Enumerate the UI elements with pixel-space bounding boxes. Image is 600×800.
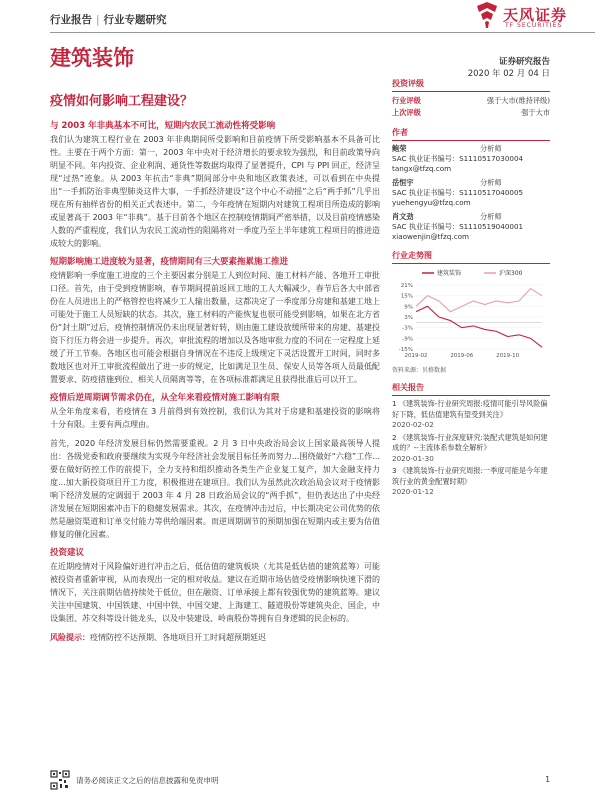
risk-label: 风险提示： xyxy=(50,633,90,642)
authors-title: 作者 xyxy=(392,127,550,141)
related-report-text: 2 《建筑装饰-行业深度研究:装配式建筑是如何建成的？--主流体系参数全解析》 xyxy=(392,432,548,452)
logo-subtext: TF SECURITIES xyxy=(505,22,563,29)
category-separator: | xyxy=(96,14,100,26)
related-report[interactable] xyxy=(392,433,550,465)
industry-rating-value: 强于大市(维持评级) xyxy=(486,96,550,105)
series-line xyxy=(416,306,542,347)
related-title: 相关报告 xyxy=(392,382,550,396)
author-name: 肖文劲 xyxy=(392,212,414,221)
previous-rating-row xyxy=(392,107,550,119)
related-report-date: 2020-01-30 xyxy=(392,453,434,463)
category-right: 行业专题研究 xyxy=(103,14,167,26)
rating-title: 投资评级 xyxy=(392,78,550,92)
logo-text: 天风证券 xyxy=(503,6,568,24)
section-paragraph: 在近期疫情对于风险偏好进行冲击之后，低估值的建筑板块（尤其是低估值的建筑蓝筹）可能被投资者重新审视，从而表现出一定的相对收益。建议在近期市场估值受疫情影响快速下滑的情况下，关注前期估值持续处于低位，但在融资、订单承接上都有较强优势的建筑蓝筹。建议关注中国建筑、中国铁建、中国中铁、中国交建、上海建工、隧道股份等建筑央企、国企，中设集团、苏交科等设计链龙头，以及中装建设、岭南股份等拥有自身逻辑的民企标的。 xyxy=(50,562,380,623)
section-paragraph: 疫情影响一季度施工进度的三个主要因素分别是工人到位时间、施工材料产能、各地开工审批口径。首先，由于受到疫情影响，春节期间提前返回工地的工人大幅减少，春节后各大中部省份在人员进出上的严格管控也将减少工人输出数量，这都决定了一季度部分房建和基建工地上可能处于施工人员短缺的状态。其次，施工材料的产能恢复也很可能受到影响，如果在北方省份“封土期”过后，疫情控制情况仍未出现显著好转，则由施工建设放缓所带来的房建、基建投资下行压力将会进一步提升。再次，审批流程的增加以及各地审批力度的不同在一定程度上延缓了开工节奏。各地区也可能会根据自身情况在不违反上级规定下灵活设置开工时间，同时多数地区也对开工审批流程做出了进一步的规定，比如满足卫生员、保安人员等各项人员最低配置要求、防疫措施到位、相关人员隔离等等，在各项标准都满足且获得批准后可以开工。 xyxy=(50,271,380,384)
legend-label: 建筑装饰 xyxy=(437,270,462,277)
section-paragraph: 从全年角度来看，若疫情在 3 月前得到有效控制，我们认为其对于房建和基建投资的影响将十分有限。主要有两点理由。 xyxy=(50,407,380,429)
trend-title: 行业走势图 xyxy=(392,250,550,264)
chart-source: 资料来源：贝格数据 xyxy=(392,367,447,374)
author-email[interactable]: tangx@tfzq.com xyxy=(392,164,452,173)
report-headline: 疫情如何影响工程建设？ xyxy=(50,94,194,109)
previous-rating-label: 上次评级 xyxy=(392,108,421,117)
y-tick-label: -15% xyxy=(398,347,413,353)
author-role: 分析师 xyxy=(480,144,502,153)
y-tick-label: 15% xyxy=(400,293,413,300)
industry-rating-row xyxy=(392,95,550,107)
risk-text: 疫情防控不达预期、各地项目开工时间超预期延迟 xyxy=(90,633,266,642)
author-sac: SAC 执业证书编号：S1110519040001 xyxy=(392,222,524,231)
related-report-text: 1 《建筑装饰-行业研究周报:疫情可能引导风险偏好下降，低估值建筑有望受到关注》 xyxy=(392,399,548,419)
main-body xyxy=(50,120,380,644)
report-category xyxy=(50,12,167,27)
author-name: 岳恒宇 xyxy=(392,178,414,187)
section-heading: 疫情后逆周期调节需求仍在，从全年来看疫情对施工影响有限 xyxy=(50,393,280,403)
related-report-date: 2020-01-12 xyxy=(392,487,434,496)
x-tick-label: 2019-10 xyxy=(496,353,520,359)
section-paragraph: 我们认为建筑工程行业在 2003 年非典期间所受影响和目前疫情下所受影响基本不具备可比性。主要在于两个方面：第一，2003 年中央对于经济增长的要求较为强烈，和目前政策导向明显不同。年内投资、企业利润、通货性等数据均取得了显著提升，CPI 与 PPI 回正，经济呈现“过热”迹象。从 2003 年抗击“非典”期间部分中央和地区政策表述，可以看到在中央提出“一手抓防治非典型肺炎这件大事，一手抓经济建设”这个中心不动摇”之后“两手抓”几乎出现在所有抽样省份的相关正式表述中。第二，今年疫情在短期内对建筑工程项目所造成的影响或显著高于 2003 年“非典”。基于目前各个地区在控制疫情期间严密举措，以及目前疫情感染人数的严重程度，我们认为农民工流动性的阻隔将对一季度乃至上半年建筑工程项目的推进造成较大的影响。 xyxy=(50,135,380,248)
report-date: 2020 年 02 月 04 日 xyxy=(467,69,550,79)
author-sac: SAC 执业证书编号：S1110517040005 xyxy=(392,188,524,197)
y-tick-label: 21% xyxy=(400,283,413,289)
previous-rating-value: 强于大市 xyxy=(521,108,550,117)
related-report[interactable] xyxy=(392,466,550,498)
category-left: 行业报告 xyxy=(50,14,92,26)
logo-mark-icon xyxy=(475,2,499,28)
author-email[interactable]: xiaowenjin@tfzq.com xyxy=(392,232,469,241)
industry-rating-label: 行业评级 xyxy=(392,96,421,105)
author-card xyxy=(392,212,550,242)
sidebar xyxy=(392,78,550,500)
risk-warning xyxy=(50,631,380,644)
related-report[interactable] xyxy=(392,399,550,431)
author-role: 分析师 xyxy=(480,212,502,221)
company-logo xyxy=(475,2,593,32)
related-report-text: 3 《建筑装饰-行业研究周报:一季度可能是今年建筑行业的黄金配置时期》 xyxy=(392,466,548,486)
trend-chart-svg xyxy=(392,267,550,363)
y-tick-label: 9% xyxy=(404,304,413,311)
x-tick-label: 2019-06 xyxy=(450,353,474,359)
y-tick-label: -9% xyxy=(402,336,413,343)
header-divider xyxy=(50,32,595,33)
series-line xyxy=(416,289,542,312)
footer-disclaimer: 请务必阅读正文之后的信息披露和免责申明 xyxy=(76,776,219,785)
author-card xyxy=(392,178,550,208)
report-title: 建筑装饰 xyxy=(50,46,134,70)
trend-chart xyxy=(392,267,550,363)
section-heading: 短期影响施工进度较为显著，疫情期间有三大要素拖累施工推进 xyxy=(50,257,289,267)
related-report-date: 2020-02-02 xyxy=(392,420,434,429)
section-heading: 与 2003 年非典基本不可比，短期内农民工流动性将受影响 xyxy=(50,121,276,131)
qr-code-icon xyxy=(50,770,70,790)
section-paragraph: 首先，2020 年经济发展目标仍然需要重视。2 月 3 日中央政治局会议上国家最高领导人提出：各级党委和政府要继续为实现今年经济社会发展目标任务而努力...围绕做好“六稳”工作... 要在做好防控工作的前提下，全力支持和组织推动各类生产企业复工复产，加大金融支持力度...加大新投资项目开工力度，积极推进在建项目。我们认为虽然此次政治局会议对于疫情影响下经济发展的定调弱于 2003 年 4 月 28 日政治局会议的“两手抓”，但仍表达出了中央经济发展在短期困素冲击下的稳健发展需求。其次，在疫情冲击过后，中长期决定公司优势的依然是融资渠道和订单交付能力等供给端因素。而逆周期调节的预期加强在短期内或主要为估值修复的催化因素。 xyxy=(50,439,380,539)
author-sac: SAC 执业证书编号：S1110517030004 xyxy=(392,154,524,163)
section-heading: 投资建议 xyxy=(50,548,85,558)
author-email[interactable]: yuehengyu@tfzq.com xyxy=(392,198,471,207)
author-role: 分析师 xyxy=(480,178,502,187)
legend-label: 沪深300 xyxy=(499,270,523,277)
y-tick-label: 3% xyxy=(404,315,413,321)
author-name: 鲍荣 xyxy=(392,144,407,153)
author-card xyxy=(392,144,550,174)
report-type: 证券研究报告 xyxy=(498,57,550,67)
y-tick-label: -3% xyxy=(402,325,413,332)
page-number: 1 xyxy=(545,775,550,784)
x-tick-label: 2019-02 xyxy=(404,353,428,359)
